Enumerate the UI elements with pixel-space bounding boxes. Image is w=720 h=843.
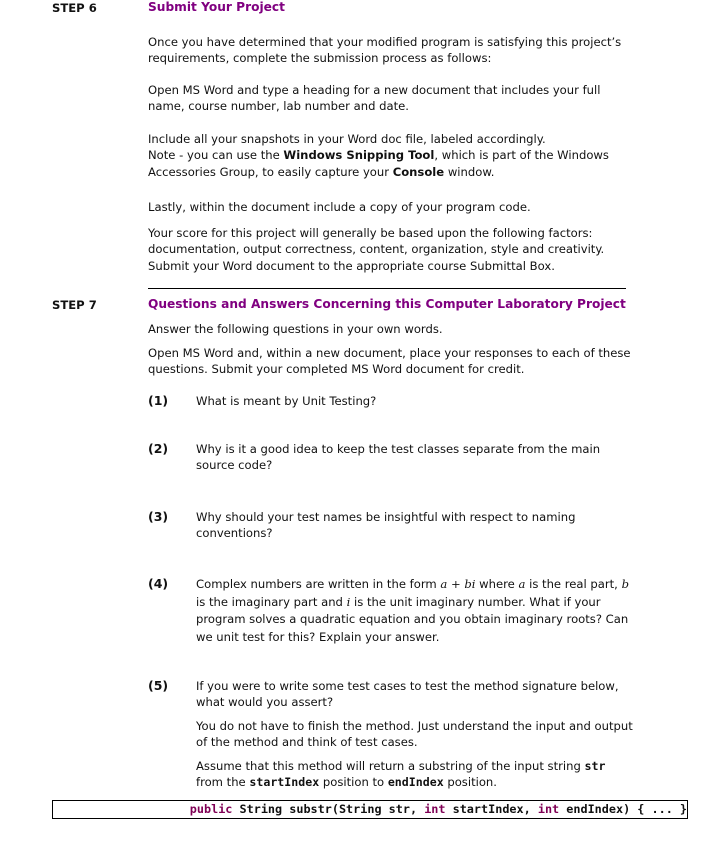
question-text: What is meant by Unit Testing? xyxy=(196,394,377,408)
question-note: You do not have to finish the method. Just understand the input and output of the method and think of test cases. xyxy=(196,719,633,750)
code-term: startIndex xyxy=(249,775,320,790)
question-text: Why is it a good idea to keep the test classes separate from the main source code? xyxy=(196,442,601,473)
code: startIndex, xyxy=(445,802,538,816)
text: from the xyxy=(196,775,250,790)
question-text xyxy=(196,576,636,646)
question-number: (3) xyxy=(148,509,169,524)
question-text: If you were to write some test cases to test the method signature below, what would you assert? xyxy=(196,679,619,710)
text: position to xyxy=(319,775,388,790)
text: is the real part, xyxy=(525,577,622,591)
snipping-tool: Windows Snipping Tool xyxy=(283,148,435,163)
keyword: public xyxy=(189,802,233,816)
keyword: int xyxy=(537,802,560,816)
step-6-snapshots xyxy=(148,131,638,180)
question-number: (5) xyxy=(148,678,169,693)
code: endIndex) { ... } xyxy=(559,802,687,816)
math: b xyxy=(621,577,629,591)
step-6-label: STEP 6 xyxy=(52,1,97,15)
text: is the unit imaginary number. What if your program solves a quadratic equation and you obtain imaginary roots? Can we unit test for this? Explain your answer. xyxy=(196,594,629,644)
math: a xyxy=(518,577,526,591)
step-7-title: Questions and Answers Concerning this Computer Laboratory Project xyxy=(148,297,626,311)
text: Assume that this method will return a substring of the input string xyxy=(196,759,585,773)
divider xyxy=(148,288,626,289)
method-signature-box xyxy=(52,800,688,819)
text: Complex numbers are written in the form xyxy=(196,577,441,591)
question-text: Why should your test names be insightful with respect to naming conventions? xyxy=(196,510,576,541)
text: is the imaginary part and xyxy=(196,594,347,609)
step-6-title: Submit Your Project xyxy=(148,0,285,14)
code-term: str xyxy=(584,759,606,773)
code-term: endIndex xyxy=(387,775,444,790)
text: Include all your snapshots in your Word doc file, labeled accordingly. xyxy=(148,132,546,146)
text: , which is part of the Windows Accessories Group, to easily capture your xyxy=(148,148,609,179)
keyword: int xyxy=(424,802,446,816)
step-7-label: STEP 7 xyxy=(52,298,97,312)
step-7-intro: Answer the following questions in your own words. xyxy=(148,322,443,336)
text: where xyxy=(475,577,519,591)
text: window. xyxy=(444,164,495,179)
step-6-intro: Once you have determined that your modified program is satisfying this project’s requirements, complete the submission process as follows: xyxy=(148,35,622,66)
math: i xyxy=(346,594,351,609)
text: position. xyxy=(443,775,497,790)
question-number: (4) xyxy=(148,576,169,591)
console: Console xyxy=(392,164,445,179)
step-7-instructions: Open MS Word and, within a new document, place your responses to each of these questions. Submit your completed MS Word document for credit. xyxy=(148,346,631,377)
step-6-code-copy: Lastly, within the document include a copy of your program code. xyxy=(148,200,531,214)
question-assumption xyxy=(196,758,636,791)
question-number: (2) xyxy=(148,441,169,456)
code: String substr(String str, xyxy=(232,802,425,816)
text: Note - you can use the xyxy=(148,148,284,163)
math: a + bi xyxy=(440,577,476,591)
step-6-heading-instruction: Open MS Word and type a heading for a new document that includes your full name, course number, lab number and date. xyxy=(148,83,601,114)
step-6-score: Your score for this project will generally be based upon the following factors: documentation, output correctness, content, organization, style and creativity. Submit your Word document to the appropriate course Submittal Box. xyxy=(148,226,605,273)
question-number: (1) xyxy=(148,393,169,408)
